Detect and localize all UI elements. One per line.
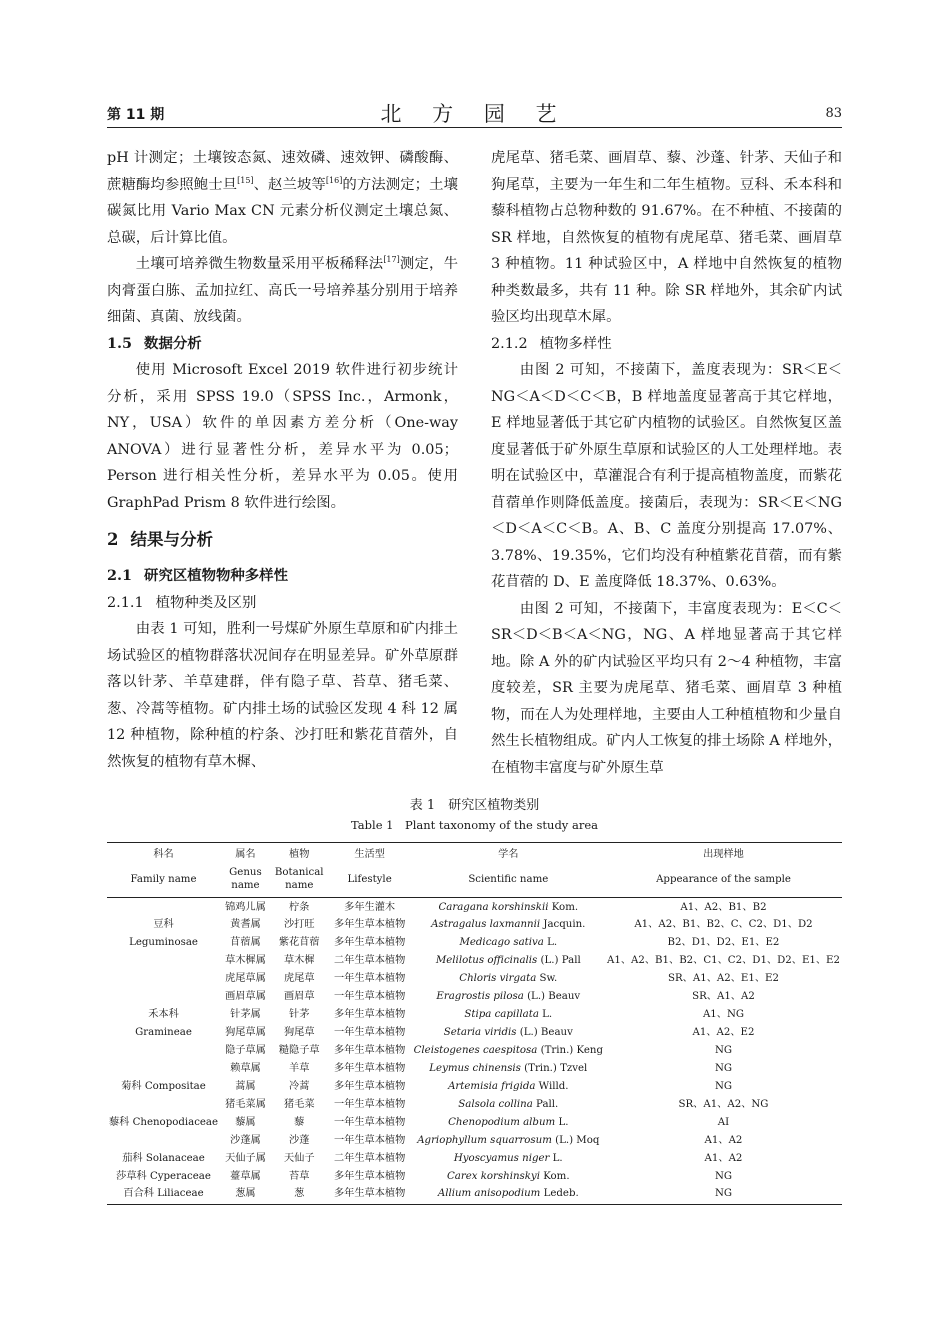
cell-lifestyle: 一年生草本植物 [333, 1135, 406, 1146]
cell-sample: A1、A2 [704, 1153, 743, 1164]
cell-genus: 黄耆属 [230, 919, 261, 930]
cell-lifestyle: 一年生草本植物 [333, 1117, 406, 1128]
authority: Kom. [543, 1171, 570, 1182]
cell-plant: 天仙子 [283, 1153, 315, 1164]
header-plant-cn: 植物 [271, 843, 328, 862]
header-genus-cn: 属名 [220, 843, 271, 862]
left-column [107, 145, 458, 775]
cell-plant: 针茅 [289, 1009, 310, 1020]
cell-sample: SR、A1、A2、E1、E2 [668, 973, 779, 984]
cell-lifestyle: 多年生草本植物 [333, 1171, 406, 1182]
header-scientific-en: Scientific name [412, 861, 605, 898]
paragraph-soil-methods: pH 计测定；土壤铵态氮、速效磷、速效钾、磷酸酶、蔗糖酶均参照鲍士旦[15]、赵兰坡等[16]的方法测定；土壤碳氮比用 Vario Max CN 元素分析仪测定土壤总氮、总碳，后计算比值。 [107, 150, 458, 246]
authority: Ledeb. [543, 1188, 579, 1199]
section-heading-2-1-2: 2.1.2 植物多样性 [491, 335, 612, 352]
cell-plant: 沙蓬 [289, 1135, 310, 1146]
table-row [107, 1186, 842, 1205]
table-caption-cn: 表 1 研究区植物类别 [409, 798, 540, 813]
cell-genus: 草木樨属 [225, 955, 266, 966]
citation-15: [15] [237, 175, 254, 185]
cell-genus: 苜蓿属 [230, 937, 261, 948]
cell-plant: 沙打旺 [283, 919, 315, 930]
cell-genus: 葱属 [220, 1186, 271, 1205]
cell-family [107, 1060, 220, 1078]
cell-genus: 天仙子属 [225, 1153, 266, 1164]
authority: L. [542, 1009, 553, 1020]
cell-plant: 葱 [271, 1186, 328, 1205]
cell-scientific [412, 988, 605, 1006]
cell-plant: 虎尾草 [283, 973, 315, 984]
cell-sample: A1、A2、E2 [692, 1027, 755, 1038]
cell-scientific [412, 1168, 605, 1186]
cell-family [107, 952, 220, 970]
header-family-en: Family name [107, 861, 220, 898]
cell-scientific [412, 970, 605, 988]
section-heading-1-5: 1.5 数据分析 [107, 334, 202, 352]
section-heading-2-1: 2.1 研究区植物物种多样性 [107, 567, 288, 584]
cell-scientific [412, 1024, 605, 1042]
cell-genus: 画眉草属 [225, 991, 266, 1002]
table-row [107, 970, 842, 988]
cell-plant: 苔草 [289, 1171, 310, 1182]
cell-plant: 藜 [294, 1117, 305, 1128]
cell-lifestyle: 多年生草本植物 [333, 1045, 406, 1056]
scientific-name: Melilotus officinalis [435, 955, 538, 966]
cell-family: 藜科 Chenopodiaceae [109, 1117, 219, 1128]
authority: L. [552, 1153, 563, 1164]
cell-sample: NG [714, 1081, 733, 1092]
cell-scientific [412, 1132, 605, 1150]
cell-genus: 虎尾草属 [225, 973, 266, 984]
cell-sample: B2、D1、D2、E1、E2 [667, 937, 780, 948]
table-header-row-cn [107, 843, 842, 862]
section-heading-2-1-1: 2.1.1 植物种类及区别 [107, 594, 257, 611]
page-number: 83 [825, 106, 842, 121]
cell-genus: 锦鸡儿属 [225, 902, 266, 913]
paragraph-richness: 由图 2 可知，不接菌下，丰富度表现为：E＜C＜SR＜D＜B＜A＜NG，NG、A 样地显著高于其它样地。除 A 外的矿内试验区平均只有 2～4 种植物，丰富度较差，SR 主要为虎尾草、猪毛菜、画眉草 3 种植物，而在人为处理样地，主要由人工种植植物和少量自然生长植物组成。矿内人工恢复的排土场除 A 样地外，在植物丰富度与矿外原生草 [491, 600, 842, 776]
cell-sample: A1、A2、B1、B2、C1、C2、D1、D2、E1、E2 [606, 955, 840, 966]
authority: Willd. [538, 1081, 569, 1092]
cell-plant: 猪毛菜 [283, 1099, 315, 1110]
cell-family: 莎草科 Cyperaceae [116, 1171, 211, 1182]
cell-scientific [412, 934, 605, 952]
authority: Pall. [536, 1099, 559, 1110]
scientific-name: Artemisia frigida [448, 1081, 536, 1092]
authority: (Trin.) Keng [540, 1045, 603, 1056]
cell-sample: SR、A1、A2、NG [678, 1099, 769, 1110]
table-row [107, 1078, 842, 1096]
table-row [107, 898, 842, 917]
table-row [107, 1006, 842, 1024]
cell-scientific [412, 1096, 605, 1114]
cell-plant: 狗尾草 [283, 1027, 315, 1038]
cell-lifestyle: 多年生草本植物 [328, 1186, 412, 1205]
scientific-name: Caragana korshinskii [438, 902, 549, 913]
cell-plant: 紫花苜蓿 [278, 937, 320, 948]
cell-scientific [412, 916, 605, 934]
cell-sample: A1、A2、B1、B2 [680, 902, 767, 913]
cell-plant: 画眉草 [283, 991, 315, 1002]
cell-sample: A1、A2 [704, 1135, 743, 1146]
paragraph-coverage: 由图 2 可知，不接菌下，盖度表现为：SR＜E＜NG＜A＜D＜C＜B，B 样地盖度显著高于其它样地，E 样地显著低于其它矿内植物的试验区。自然恢复区盖度显著低于矿外原生草原和试验区的人工处理样地。表明在试验区中，草灌混合有利于提高植物盖度，而紫花苜蓿单作则降低盖度。接菌后，表现为：SR＜E＜NG＜D＜A＜C＜B。A、B、C 盖度分别提高 17.07%、3.78%、19.35%，它们均没有种植紫花苜蓿，而有紫花苜蓿的 D、E 盖度降低 18.37%、0.63%。 [491, 362, 842, 590]
cell-lifestyle: 多年生草本植物 [333, 1063, 406, 1074]
cell-genus: 针茅属 [230, 1009, 261, 1020]
table-row [107, 934, 842, 952]
header-lifestyle-cn: 生活型 [328, 843, 412, 862]
cell-scientific [412, 952, 605, 970]
authority: (L.) Beauv [519, 1027, 573, 1038]
cell-family: Gramineae [135, 1027, 192, 1038]
cell-genus: 隐子草属 [225, 1045, 266, 1056]
table-row [107, 1096, 842, 1114]
authority: (L.) Pall [540, 955, 581, 966]
cell-scientific [412, 1060, 605, 1078]
cell-family [107, 1096, 220, 1114]
scientific-name: Cleistogenes caespitosa [413, 1045, 538, 1056]
cell-scientific [412, 1150, 605, 1168]
paragraph-plant-species: 由表 1 可知，胜利一号煤矿外原生草原和矿内排土场试验区的植物群落状况间存在明显差异。矿外草原群落以针茅、羊草建群，伴有隐子草、苔草、猪毛菜、葱、冷蒿等植物。矿内排土场的试验区发现 4 科 12 属 12 种植物，除种植的柠条、沙打旺和紫花苜蓿外，自然恢复的植物有草木樨、 [107, 621, 458, 770]
header-family-cn: 科名 [107, 843, 220, 862]
cell-lifestyle: 二年生草本植物 [333, 1153, 406, 1164]
cell-scientific [412, 1186, 605, 1205]
cell-family [107, 1042, 220, 1060]
paragraph-microbes: 土壤可培养微生物数量采用平板稀释法[17]测定，牛肉膏蛋白胨、孟加拉红、高氏一号培养基分别用于培养细菌、真菌、放线菌。 [107, 255, 458, 325]
scientific-name: Medicago sativa [459, 937, 544, 948]
paragraph-data-analysis: 使用 Microsoft Excel 2019 软件进行初步统计分析，采用 SPSS 19.0（SPSS Inc.，Armonk，NY，USA）软件的单因素方差分析（One-way ANOVA）进行显著性分析，差异水平为 0.05；Person 进行相关性分析，差异水平为 0.05。使用 GraphPad Prism 8 软件进行绘图。 [107, 362, 458, 511]
table-row [107, 1042, 842, 1060]
cell-sample: A1、NG [702, 1009, 745, 1020]
header-genus-en: Genus name [220, 861, 271, 898]
cell-plant: 糙隐子草 [278, 1045, 320, 1056]
cell-family: 茄科 Solanaceae [122, 1153, 205, 1164]
cell-family [107, 1132, 220, 1150]
table-row [107, 1060, 842, 1078]
table-row [107, 1168, 842, 1186]
issue-number: 第 11 期 [107, 107, 165, 123]
cell-lifestyle: 一年生草本植物 [333, 973, 406, 984]
cell-family: 菊科 Compositae [121, 1081, 206, 1092]
journal-title: 北 方 园 艺 [380, 102, 569, 126]
scientific-name: Astragalus laxmannii [431, 919, 541, 930]
authority: Jacquin. [543, 919, 586, 930]
cell-family: Leguminosae [129, 937, 198, 948]
cell-lifestyle: 一年生草本植物 [333, 1099, 406, 1110]
scientific-name: Allium anisopodium [437, 1188, 541, 1199]
header-sample-cn: 出现样地 [605, 843, 842, 862]
cell-genus: 薹草属 [230, 1171, 261, 1182]
authority: L. [558, 1117, 569, 1128]
cell-plant: 羊草 [289, 1063, 310, 1074]
table-row [107, 1132, 842, 1150]
cell-plant: 柠条 [289, 902, 310, 913]
scientific-name: Stipa capillata [464, 1009, 539, 1020]
scientific-name: Leymus chinensis [429, 1063, 521, 1074]
cell-scientific [412, 1042, 605, 1060]
cell-sample: NG [714, 1171, 733, 1182]
cell-scientific [412, 898, 605, 917]
cell-family [107, 970, 220, 988]
citation-17: [17] [383, 255, 400, 265]
cell-sample: NG [714, 1045, 733, 1056]
authority: Sw. [539, 973, 558, 984]
cell-lifestyle: 二年生草本植物 [333, 955, 406, 966]
cell-scientific [412, 1006, 605, 1024]
cell-scientific [412, 1078, 605, 1096]
cell-lifestyle: 多年生草本植物 [333, 1081, 406, 1092]
cell-lifestyle: 一年生草本植物 [333, 991, 406, 1002]
header-plant-en: Botanical name [271, 861, 328, 898]
citation-16: [16] [325, 175, 343, 185]
cell-genus: 狗尾草属 [225, 1027, 266, 1038]
table-row [107, 988, 842, 1006]
scientific-name: Agriophyllum squarrosum [417, 1135, 552, 1146]
table-row [107, 1150, 842, 1168]
section-heading-2: 2 结果与分析 [107, 530, 213, 549]
cell-sample: A1、A2、B1、B2、C、C2、D1、D2 [634, 919, 813, 930]
cell-family [107, 988, 220, 1006]
cell-family [107, 898, 220, 917]
cell-sample: NG [605, 1186, 842, 1205]
page-header [107, 98, 842, 128]
cell-lifestyle: 多年生灌木 [344, 902, 396, 913]
cell-genus: 蒿属 [235, 1081, 256, 1092]
plant-taxonomy-table [107, 842, 842, 1205]
cell-plant: 冷蒿 [289, 1081, 310, 1092]
table-row [107, 1024, 842, 1042]
cell-genus: 沙蓬属 [230, 1135, 261, 1146]
table-row [107, 952, 842, 970]
cell-family: 禾本科 [148, 1009, 179, 1020]
authority: (Trin.) Tzvel [524, 1063, 588, 1074]
table-body [107, 898, 842, 1205]
cell-family: 豆科 [153, 919, 174, 930]
cell-lifestyle: 多年生草本植物 [333, 937, 406, 948]
table-header-row-en [107, 861, 842, 898]
header-sample-en: Appearance of the sample [605, 861, 842, 898]
table-row [107, 916, 842, 934]
scientific-name: Chloris virgata [459, 973, 537, 984]
scientific-name: Setaria viridis [443, 1027, 517, 1038]
scientific-name: Carex korshinskyi [447, 1171, 540, 1182]
cell-genus: 赖草属 [230, 1063, 261, 1074]
cell-sample: SR、A1、A2 [692, 991, 755, 1002]
cell-sample: AI [717, 1117, 730, 1128]
cell-plant: 草木樨 [283, 955, 315, 966]
right-column [491, 145, 842, 781]
authority: Kom. [551, 902, 579, 913]
cell-scientific [412, 1114, 605, 1132]
authority: (L.) Moq [555, 1135, 600, 1146]
scientific-name: Hyoscyamus niger [453, 1153, 550, 1164]
table-caption-en: Table 1 Plant taxonomy of the study area [351, 818, 598, 832]
scientific-name: Eragrostis pilosa [436, 991, 524, 1002]
cell-lifestyle: 多年生草本植物 [333, 919, 406, 930]
header-scientific-cn: 学名 [412, 843, 605, 862]
table-row [107, 1114, 842, 1132]
cell-sample: NG [714, 1063, 733, 1074]
cell-lifestyle: 一年生草本植物 [333, 1027, 406, 1038]
cell-lifestyle: 多年生草本植物 [333, 1009, 406, 1020]
paragraph-plant-species-cont: 虎尾草、猪毛菜、画眉草、藜、沙蓬、针茅、天仙子和狗尾草，主要为一年生和二年生植物。豆科、禾本科和藜科植物占总物种数的 91.67%。在不种植、不接菌的 SR 样地，自然恢复的植物有虎尾草、猪毛菜、画眉草 3 种植物。11 种试验区中，A 样地中自然恢复的植物种类数最多，共有 11 种。除 SR 样地外，其余矿内试验区均出现草木犀。 [491, 150, 842, 325]
header-lifestyle-en: Lifestyle [328, 861, 412, 898]
cell-family: 百合科 Liliaceae [107, 1186, 220, 1205]
cell-genus: 藜属 [235, 1117, 256, 1128]
authority: (L.) Beauv [527, 991, 581, 1002]
authority: L. [547, 937, 558, 948]
scientific-name: Chenopodium album [448, 1117, 556, 1128]
scientific-name: Salsola collina [458, 1099, 533, 1110]
cell-genus: 猪毛菜属 [225, 1099, 266, 1110]
